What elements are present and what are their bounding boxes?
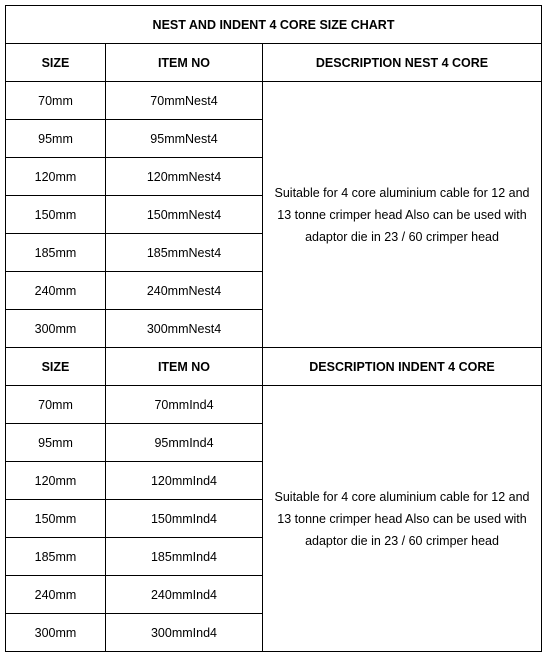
size-cell: 185mm: [6, 234, 106, 272]
item-cell: 185mmNest4: [106, 234, 263, 272]
item-cell: 95mmNest4: [106, 120, 263, 158]
nest-description-header: DESCRIPTION NEST 4 CORE: [263, 44, 542, 82]
item-cell: 70mmInd4: [106, 386, 263, 424]
item-cell: 300mmInd4: [106, 614, 263, 652]
size-cell: 120mm: [6, 158, 106, 196]
item-cell: 240mmInd4: [106, 576, 263, 614]
item-cell: 150mmNest4: [106, 196, 263, 234]
size-cell: 300mm: [6, 310, 106, 348]
item-cell: 185mmInd4: [106, 538, 263, 576]
size-cell: 150mm: [6, 500, 106, 538]
item-cell: 95mmInd4: [106, 424, 263, 462]
nest-item-header: ITEM NO: [106, 44, 263, 82]
title-row: [6, 6, 542, 44]
size-cell: 120mm: [6, 462, 106, 500]
nest-size-header: SIZE: [6, 44, 106, 82]
size-cell: 95mm: [6, 424, 106, 462]
item-cell: 120mmInd4: [106, 462, 263, 500]
indent-size-header: SIZE: [6, 348, 106, 386]
size-chart-table: [5, 5, 542, 652]
item-cell: 240mmNest4: [106, 272, 263, 310]
nest-description-cell: Suitable for 4 core aluminium cable for 12 and 13 tonne crimper head Also can be used with adaptor die in 23 / 60 crimper head: [263, 82, 542, 348]
indent-description-cell: Suitable for 4 core aluminium cable for 12 and 13 tonne crimper head Also can be used with adaptor die in 23 / 60 crimper head: [263, 386, 542, 652]
nest-header-row: [6, 44, 542, 82]
indent-description-header: DESCRIPTION INDENT 4 CORE: [263, 348, 542, 386]
size-cell: 240mm: [6, 576, 106, 614]
item-cell: 150mmInd4: [106, 500, 263, 538]
indent-item-header: ITEM NO: [106, 348, 263, 386]
table-row: [6, 82, 542, 120]
size-cell: 70mm: [6, 82, 106, 120]
size-cell: 150mm: [6, 196, 106, 234]
size-cell: 70mm: [6, 386, 106, 424]
size-cell: 300mm: [6, 614, 106, 652]
item-cell: 300mmNest4: [106, 310, 263, 348]
item-cell: 70mmNest4: [106, 82, 263, 120]
chart-title: NEST AND INDENT 4 CORE SIZE CHART: [6, 6, 542, 44]
size-cell: 240mm: [6, 272, 106, 310]
item-cell: 120mmNest4: [106, 158, 263, 196]
size-cell: 185mm: [6, 538, 106, 576]
size-cell: 95mm: [6, 120, 106, 158]
table-row: [6, 386, 542, 424]
indent-header-row: [6, 348, 542, 386]
